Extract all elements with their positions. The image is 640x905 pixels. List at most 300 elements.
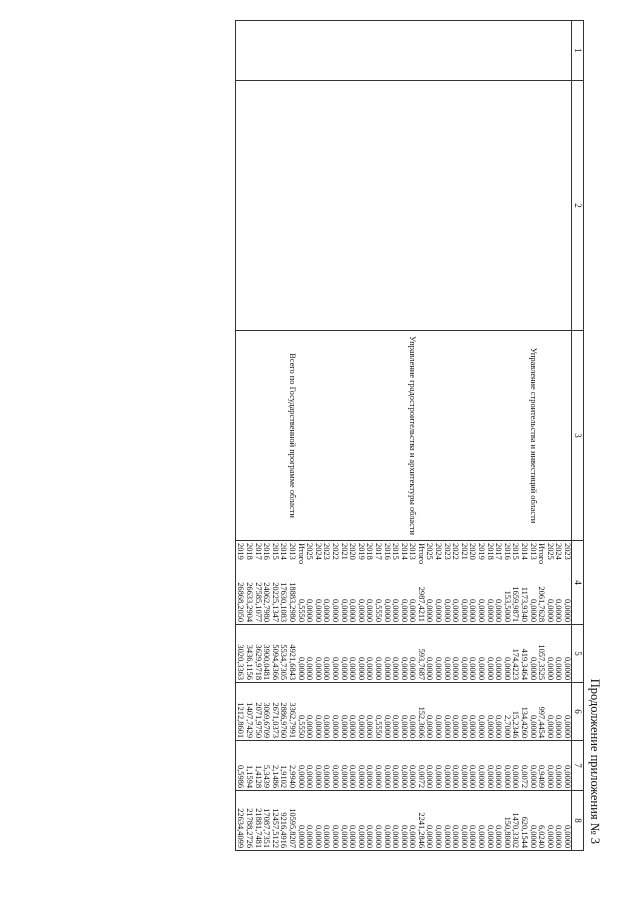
cell-col1 (442, 21, 451, 81)
year-label: 2017 (373, 543, 383, 560)
table-row (365, 21, 374, 851)
cell-program-label (348, 331, 357, 541)
header-cell-1: 1 (572, 21, 584, 81)
cell-col2 (322, 81, 331, 331)
cell-col1 (494, 21, 503, 81)
cell-value-col8: 0,0000 (313, 791, 322, 851)
year-label: 2023 (563, 543, 572, 560)
cell-col1 (554, 21, 563, 81)
cell-program-label (434, 331, 443, 541)
cell-col2 (330, 81, 339, 331)
cell-program-label (365, 331, 374, 541)
cell-value-col6: 0,0000 (399, 683, 408, 741)
cell-value-col7: 0,0000 (322, 741, 331, 791)
table-row (244, 21, 253, 851)
cell-value-col7: 1,9102 (279, 741, 288, 791)
cell-col2 (287, 81, 296, 331)
cell-value-col4: 2013 0,0000 (528, 541, 537, 625)
header-cell-8: 8 (572, 791, 584, 851)
cell-value-col7: 0,0072 (519, 741, 528, 791)
cell-value-col5: 0,0000 (494, 625, 503, 683)
cell-value-col7: 0,0000 (373, 741, 382, 791)
cell-value-col5: 0,0000 (373, 625, 382, 683)
cell-value-col7: 0,0000 (451, 741, 460, 791)
cell-value-col7: 0,0000 (365, 741, 374, 791)
year-label: 2019 (236, 543, 246, 560)
cell-program-label (382, 331, 391, 541)
cell-value-col4: 2015 20225,1347 (270, 541, 279, 625)
year-label: 2018 (245, 543, 255, 560)
cell-col1 (502, 21, 511, 81)
cell-program-label (253, 331, 262, 541)
year-label: 2025 (425, 543, 435, 560)
cell-value-col8: 0,0000 (425, 791, 434, 851)
cell-value-col7: 0,0000 (356, 741, 365, 791)
cell-program-label (244, 331, 253, 541)
header-cell-3: 3 (572, 331, 584, 541)
cell-program-label (279, 331, 288, 541)
cell-value-col4: 2018 0,0000 (485, 541, 494, 625)
cell-program-label (502, 331, 511, 541)
cell-program-label (330, 331, 339, 541)
cell-value-col8: 22634,4099 (235, 791, 244, 851)
cell-value-col8: 0,0000 (322, 791, 331, 851)
table-row (399, 21, 408, 851)
cell-col2 (279, 81, 288, 331)
rotated-table-page (55, 20, 600, 850)
cell-program-label: Управление строительства и инвестиций области (528, 331, 537, 541)
table-row (391, 21, 400, 851)
cell-col2 (313, 81, 322, 331)
cell-program-label (511, 331, 520, 541)
cell-program-label (391, 331, 400, 541)
table-row (235, 21, 244, 851)
cell-value-col6: 0,0000 (459, 683, 468, 741)
cell-value-col6: 15,2346 (511, 683, 520, 741)
cell-value-col8: 0,0000 (442, 791, 451, 851)
cell-value-col8: 0,0000 (545, 791, 554, 851)
cell-value-col8: 0,0000 (330, 791, 339, 851)
cell-value-col6: 2,7000 (502, 683, 511, 741)
cell-value-col5: 0,0000 (348, 625, 357, 683)
table-row (356, 21, 365, 851)
cell-value-col6: 0,5550 (296, 683, 305, 741)
cell-value-col4: 2018 26633,2904 (244, 541, 253, 625)
cell-col1 (373, 21, 382, 81)
cell-value-col5: 4921,6843 (287, 625, 296, 683)
cell-col2 (459, 81, 468, 331)
cell-value-col5: 5094,4366 (270, 625, 279, 683)
cell-value-col7: 0,0000 (554, 741, 563, 791)
cell-value-col4: 2024 0,0000 (434, 541, 443, 625)
cell-value-col8: 150,8000 (502, 791, 511, 851)
cell-program-label (425, 331, 434, 541)
cell-value-col4: 2024 0,0000 (554, 541, 563, 625)
cell-value-col5: 419,3464 (519, 625, 528, 683)
cell-value-col6: 0,0000 (545, 683, 554, 741)
cell-col1 (235, 21, 244, 81)
cell-value-col7: 0,0000 (511, 741, 520, 791)
cell-value-col6: 0,5550 (373, 683, 382, 741)
cell-col2 (262, 81, 271, 331)
year-label: 2021 (459, 543, 469, 560)
table-row (408, 21, 417, 851)
cell-value-col6: 0,0000 (305, 683, 314, 741)
year-label: 2016 (502, 543, 512, 560)
cell-col1 (476, 21, 485, 81)
cell-col1 (356, 21, 365, 81)
cell-value-col4: 2015 0,0000 (391, 541, 400, 625)
year-label: 2013 (408, 543, 418, 560)
cell-col1 (468, 21, 477, 81)
cell-value-col6: 152,3606 (416, 683, 425, 741)
cell-program-label: Всего по Государственной программе области (287, 331, 296, 541)
cell-col1 (391, 21, 400, 81)
cell-col1 (425, 21, 434, 81)
cell-value-col6: 2671,0373 (270, 683, 279, 741)
table-row (279, 21, 288, 851)
cell-value-col8: 21881,7481 (253, 791, 262, 851)
cell-value-col4: Итого 0,5550 (296, 541, 305, 625)
cell-value-col8: 6,0240 (537, 791, 546, 851)
cell-value-col6: 0,0000 (339, 683, 348, 741)
cell-col2 (391, 81, 400, 331)
cell-value-col5: 0,0000 (442, 625, 451, 683)
year-label: 2018 (365, 543, 375, 560)
cell-value-col4: 2018 0,0000 (365, 541, 374, 625)
cell-program-label (339, 331, 348, 541)
table-row (485, 21, 494, 851)
cell-col1 (537, 21, 546, 81)
cell-value-col7: 0,0000 (330, 741, 339, 791)
cell-value-col6: 1407,7429 (244, 683, 253, 741)
year-label: Итого (416, 543, 426, 565)
cell-col1 (244, 21, 253, 81)
cell-value-col7: 0,0000 (382, 741, 391, 791)
cell-col1 (485, 21, 494, 81)
cell-col1 (562, 21, 571, 81)
cell-value-col5: 3629,9718 (253, 625, 262, 683)
header-cell-7: 7 (572, 741, 584, 791)
cell-value-col4: 2013 18883,2980 (287, 541, 296, 625)
cell-program-label (459, 331, 468, 541)
cell-value-col4: 2014 17630,1083 (279, 541, 288, 625)
cell-value-col8: 0,0000 (305, 791, 314, 851)
table-row (253, 21, 262, 851)
cell-col2 (434, 81, 443, 331)
cell-value-col5: 0,0000 (322, 625, 331, 683)
appendix-title: Продолжение приложения № 3 (588, 678, 602, 844)
table-row (313, 21, 322, 851)
cell-value-col5: 0,0000 (382, 625, 391, 683)
cell-value-col8: 0,0000 (528, 791, 537, 851)
cell-col2 (270, 81, 279, 331)
cell-program-label (399, 331, 408, 541)
cell-value-col5: 0,0000 (562, 625, 571, 683)
cell-value-col6: 3069,6709 (262, 683, 271, 741)
table-row (476, 21, 485, 851)
table-row (296, 21, 305, 851)
cell-col1 (322, 21, 331, 81)
year-label: 2024 (313, 543, 323, 560)
cell-value-col5: 0,0000 (476, 625, 485, 683)
cell-value-col5: 0,0000 (528, 625, 537, 683)
cell-value-col8: 17087,7351 (262, 791, 271, 851)
cell-value-col7: 0,0000 (494, 741, 503, 791)
cell-value-col7: 0,0000 (528, 741, 537, 791)
cell-col2 (339, 81, 348, 331)
cell-value-col4: 2024 0,0000 (313, 541, 322, 625)
year-label: 2020 (348, 543, 358, 560)
table-row (562, 21, 571, 851)
cell-value-col6: 0,0000 (485, 683, 494, 741)
cell-col2 (545, 81, 554, 331)
cell-value-col4: 2015 1659,9871 (511, 541, 520, 625)
table-body (235, 21, 571, 851)
cell-value-col7: 0,0000 (348, 741, 357, 791)
cell-value-col4: 2022 0,0000 (330, 541, 339, 625)
cell-value-col6: 0,0000 (476, 683, 485, 741)
cell-col2 (408, 81, 417, 331)
cell-value-col7: 0,0000 (476, 741, 485, 791)
cell-value-col4: 2025 0,0000 (545, 541, 554, 625)
header-cell-2: 2 (572, 81, 584, 331)
cell-program-label (485, 331, 494, 541)
cell-value-col5: 0,0000 (502, 625, 511, 683)
cell-value-col4: 2020 0,0000 (468, 541, 477, 625)
year-label: 2022 (451, 543, 461, 560)
header-cell-5: 5 (572, 625, 584, 683)
cell-value-col8: 0,0000 (468, 791, 477, 851)
cell-col1 (528, 21, 537, 81)
cell-program-label (554, 331, 563, 541)
cell-value-col6: 0,0000 (434, 683, 443, 741)
cell-value-col6: 0,0000 (494, 683, 503, 741)
cell-value-col8: 1470,3302 (511, 791, 520, 851)
cell-value-col7: 0,0000 (408, 741, 417, 791)
cell-value-col4: 2017 27585,1077 (253, 541, 262, 625)
cell-program-label (322, 331, 331, 541)
cell-col2 (365, 81, 374, 331)
cell-value-col6: 0,0000 (451, 683, 460, 741)
cell-value-col4: 2016 24062,7980 (262, 541, 271, 625)
cell-program-label (416, 331, 425, 541)
cell-value-col6: 0,0000 (348, 683, 357, 741)
cell-value-col4: 2025 0,0000 (425, 541, 434, 625)
cell-value-col7: 0,0000 (434, 741, 443, 791)
cell-value-col4: 2016 0,0000 (382, 541, 391, 625)
cell-value-col7: 0,0000 (545, 741, 554, 791)
cell-value-col5: 0,0000 (468, 625, 477, 683)
cell-value-col6: 2071,9750 (253, 683, 262, 741)
table-row (339, 21, 348, 851)
cell-col1 (270, 21, 279, 81)
year-label: 2015 (511, 543, 521, 560)
cell-value-col6: 1212,8601 (235, 683, 244, 741)
cell-col2 (296, 81, 305, 331)
cell-col1 (408, 21, 417, 81)
cell-value-col5: 0,0000 (545, 625, 554, 683)
cell-value-col8: 9216,4916 (279, 791, 288, 851)
cell-col2 (382, 81, 391, 331)
cell-value-col7: 0,0000 (502, 741, 511, 791)
table-row (270, 21, 279, 851)
cell-program-label (468, 331, 477, 541)
cell-col2 (476, 81, 485, 331)
table-row (494, 21, 503, 851)
cell-program-label (451, 331, 460, 541)
cell-value-col4: 2014 1173,9340 (519, 541, 528, 625)
cell-value-col7: 0,0072 (416, 741, 425, 791)
table-row (468, 21, 477, 851)
cell-value-col7: 5,3439 (262, 741, 271, 791)
table-row (287, 21, 296, 851)
cell-col2 (348, 81, 357, 331)
table-row (519, 21, 528, 851)
cell-value-col6: 0,0000 (356, 683, 365, 741)
cell-value-col7: 2,9940 (287, 741, 296, 791)
cell-value-col5: 0,0000 (296, 625, 305, 683)
cell-value-col6: 134,4260 (519, 683, 528, 741)
header-row (572, 21, 584, 851)
cell-col2 (511, 81, 520, 331)
cell-value-col7: 0,0000 (442, 741, 451, 791)
cell-col2 (356, 81, 365, 331)
year-label: 2014 (279, 543, 289, 560)
cell-value-col7: 0,0000 (485, 741, 494, 791)
cell-col1 (451, 21, 460, 81)
cell-value-col4: 2021 0,0000 (339, 541, 348, 625)
cell-value-col6: 0,0000 (442, 683, 451, 741)
cell-col1 (399, 21, 408, 81)
cell-value-col4: 2014 0,0000 (399, 541, 408, 625)
cell-col2 (554, 81, 563, 331)
table-row (305, 21, 314, 851)
cell-value-col8: 0,0000 (365, 791, 374, 851)
cell-value-col5: 0,0000 (451, 625, 460, 683)
year-label: 2015 (270, 543, 280, 560)
cell-program-label (537, 331, 546, 541)
cell-col1 (348, 21, 357, 81)
cell-value-col8: 0,0000 (391, 791, 400, 851)
cell-col1 (296, 21, 305, 81)
cell-program-label (313, 331, 322, 541)
cell-value-col4: 2016 153,5000 (502, 541, 511, 625)
year-label: 2019 (356, 543, 366, 560)
table-row (322, 21, 331, 851)
cell-col1 (519, 21, 528, 81)
cell-program-label (373, 331, 382, 541)
cell-col1 (262, 21, 271, 81)
year-label: Итого (537, 543, 547, 565)
cell-value-col8: 21788,2726 (244, 791, 253, 851)
cell-value-col4: 2019 26868,2050 (235, 541, 244, 625)
cell-col1 (287, 21, 296, 81)
cell-col1 (382, 21, 391, 81)
cell-value-col6: 0,0000 (313, 683, 322, 741)
table-row (262, 21, 271, 851)
cell-col1 (545, 21, 554, 81)
cell-col2 (494, 81, 503, 331)
cell-value-col5: 0,0000 (554, 625, 563, 683)
cell-value-col8: 0,0000 (348, 791, 357, 851)
cell-program-label (356, 331, 365, 541)
cell-value-col5: 0,0000 (485, 625, 494, 683)
cell-value-col8: 620,1544 (519, 791, 528, 851)
table-row (382, 21, 391, 851)
cell-col2 (416, 81, 425, 331)
year-label: 2013 (288, 543, 297, 560)
year-label: Итого (296, 543, 306, 565)
cell-value-col5: 0,0000 (425, 625, 434, 683)
cell-program-label (262, 331, 271, 541)
cell-col1 (339, 21, 348, 81)
cell-value-col8: 0,0000 (408, 791, 417, 851)
table-row (348, 21, 357, 851)
cell-value-col6: 0,0000 (365, 683, 374, 741)
table-row (537, 21, 546, 851)
cell-col2 (451, 81, 460, 331)
cell-value-col8: 0,0000 (296, 791, 305, 851)
cell-value-col4: 2020 0,0000 (348, 541, 357, 625)
cell-value-col8: 10595,8207 (287, 791, 296, 851)
cell-value-col5: 0,0000 (399, 625, 408, 683)
cell-col1 (279, 21, 288, 81)
year-label: 2015 (391, 543, 401, 560)
cell-col1 (365, 21, 374, 81)
table-row (451, 21, 460, 851)
cell-value-col4: 2023 0,0000 (562, 541, 571, 625)
cell-value-col8: 0,0000 (356, 791, 365, 851)
cell-col1 (511, 21, 520, 81)
cell-value-col8: 0,0000 (554, 791, 563, 851)
cell-value-col5: 593,7687 (416, 625, 425, 683)
cell-value-col8: 0,0000 (459, 791, 468, 851)
cell-value-col7: 0,0000 (391, 741, 400, 791)
year-label: 2021 (339, 543, 349, 560)
year-label: 2019 (477, 543, 487, 560)
cell-col2 (442, 81, 451, 331)
cell-col2 (528, 81, 537, 331)
cell-value-col6: 0,0000 (468, 683, 477, 741)
year-label: 2014 (520, 543, 530, 560)
year-label: 2025 (545, 543, 555, 560)
cell-col2 (425, 81, 434, 331)
year-label: 2014 (399, 543, 409, 560)
cell-col2 (485, 81, 494, 331)
cell-value-col8: 0,0000 (373, 791, 382, 851)
cell-col2 (468, 81, 477, 331)
year-label: 2023 (322, 543, 332, 560)
cell-value-col6: 0,0000 (554, 683, 563, 741)
cell-value-col5: 0,0000 (330, 625, 339, 683)
cell-value-col7: 0,0000 (562, 741, 571, 791)
cell-value-col4: 2019 0,0000 (476, 541, 485, 625)
cell-value-col4: 2023 0,0000 (322, 541, 331, 625)
year-label: 2018 (485, 543, 495, 560)
cell-value-col8: 0,0000 (562, 791, 571, 851)
cell-value-col7: 0,0000 (313, 741, 322, 791)
year-label: 2023 (442, 543, 452, 560)
cell-col1 (330, 21, 339, 81)
table-row (416, 21, 425, 851)
cell-value-col6: 2886,9760 (279, 683, 288, 741)
cell-value-col4: 2021 0,0000 (459, 541, 468, 625)
cell-value-col6: 0,0000 (330, 683, 339, 741)
cell-value-col4: 2017 0,5550 (373, 541, 382, 625)
cell-value-col5: 5534,7305 (279, 625, 288, 683)
year-label: 2025 (305, 543, 315, 560)
